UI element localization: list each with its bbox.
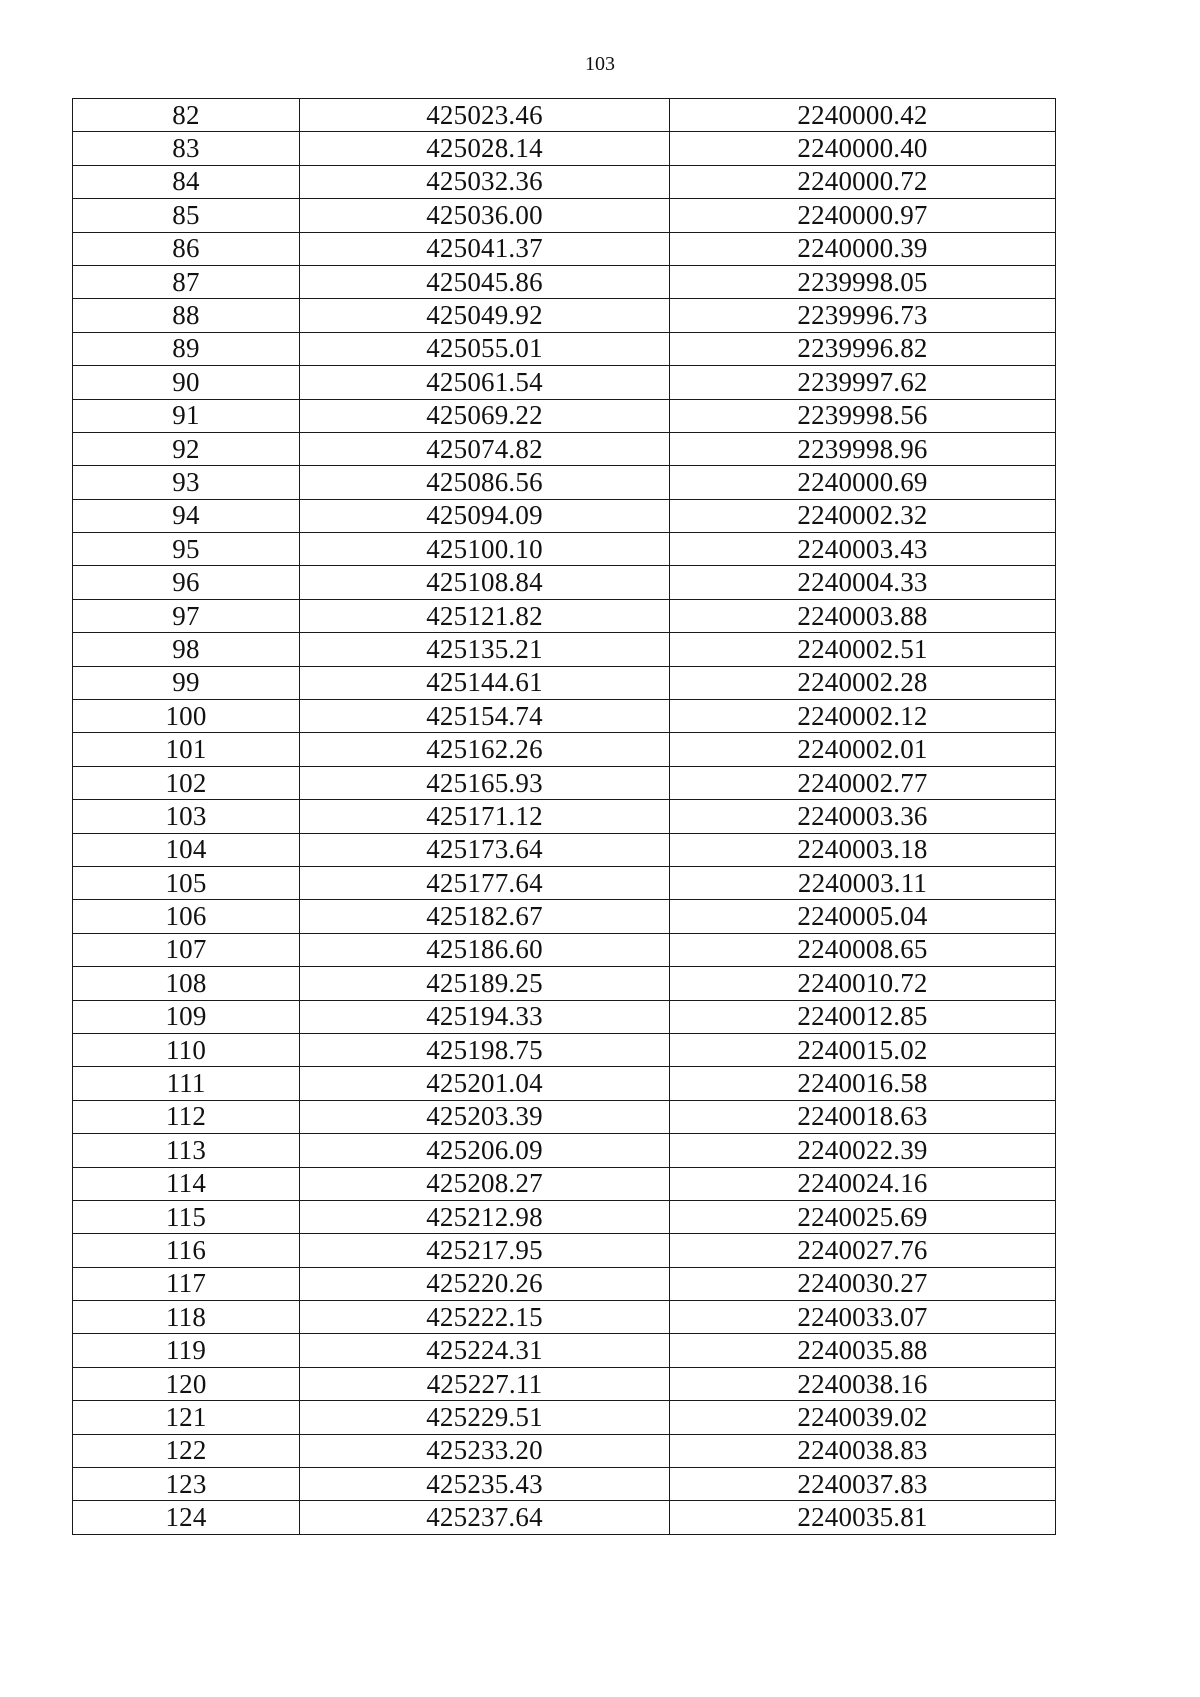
y-coordinate-cell: 2240003.11 [670,866,1056,899]
x-coordinate-cell: 425229.51 [300,1401,670,1434]
point-number-cell: 116 [73,1234,300,1267]
y-coordinate-cell: 2240002.01 [670,733,1056,766]
x-coordinate-cell: 425028.14 [300,132,670,165]
coordinate-table [72,98,1056,1535]
x-coordinate-cell: 425182.67 [300,900,670,933]
point-number-cell: 123 [73,1468,300,1501]
point-number-cell: 119 [73,1334,300,1367]
table-row [73,1200,1056,1233]
table-row [73,366,1056,399]
table-row [73,1434,1056,1467]
point-number-cell: 88 [73,299,300,332]
x-coordinate-cell: 425032.36 [300,165,670,198]
table-row [73,533,1056,566]
x-coordinate-cell: 425061.54 [300,366,670,399]
x-coordinate-cell: 425227.11 [300,1367,670,1400]
table-row [73,265,1056,298]
table-row [73,299,1056,332]
point-number-cell: 114 [73,1167,300,1200]
y-coordinate-cell: 2240000.72 [670,165,1056,198]
x-coordinate-cell: 425144.61 [300,666,670,699]
x-coordinate-cell: 425171.12 [300,800,670,833]
table-row [73,1501,1056,1534]
point-number-cell: 104 [73,833,300,866]
y-coordinate-cell: 2240000.39 [670,232,1056,265]
point-number-cell: 106 [73,900,300,933]
y-coordinate-cell: 2240012.85 [670,1000,1056,1033]
x-coordinate-cell: 425224.31 [300,1334,670,1367]
x-coordinate-cell: 425135.21 [300,633,670,666]
x-coordinate-cell: 425186.60 [300,933,670,966]
point-number-cell: 101 [73,733,300,766]
x-coordinate-cell: 425173.64 [300,833,670,866]
point-number-cell: 94 [73,499,300,532]
table-row [73,766,1056,799]
point-number-cell: 121 [73,1401,300,1434]
table-row [73,967,1056,1000]
y-coordinate-cell: 2240002.28 [670,666,1056,699]
x-coordinate-cell: 425100.10 [300,533,670,566]
table-row [73,432,1056,465]
y-coordinate-cell: 2239996.82 [670,332,1056,365]
y-coordinate-cell: 2240003.18 [670,833,1056,866]
y-coordinate-cell: 2240002.32 [670,499,1056,532]
table-row [73,332,1056,365]
point-number-cell: 108 [73,967,300,1000]
table-row [73,1033,1056,1066]
x-coordinate-cell: 425237.64 [300,1501,670,1534]
x-coordinate-cell: 425049.92 [300,299,670,332]
point-number-cell: 95 [73,533,300,566]
y-coordinate-cell: 2239997.62 [670,366,1056,399]
table-row [73,232,1056,265]
table-row [73,165,1056,198]
x-coordinate-cell: 425194.33 [300,1000,670,1033]
x-coordinate-cell: 425212.98 [300,1200,670,1233]
table-row [73,1468,1056,1501]
table-row [73,1100,1056,1133]
x-coordinate-cell: 425045.86 [300,265,670,298]
table-row [73,1234,1056,1267]
y-coordinate-cell: 2240018.63 [670,1100,1056,1133]
point-number-cell: 92 [73,432,300,465]
table-row [73,1067,1056,1100]
y-coordinate-cell: 2240024.16 [670,1167,1056,1200]
table-row [73,1000,1056,1033]
y-coordinate-cell: 2240004.33 [670,566,1056,599]
y-coordinate-cell: 2240033.07 [670,1301,1056,1334]
table-row [73,1167,1056,1200]
x-coordinate-cell: 425220.26 [300,1267,670,1300]
table-row [73,1267,1056,1300]
point-number-cell: 89 [73,332,300,365]
y-coordinate-cell: 2240016.58 [670,1067,1056,1100]
x-coordinate-cell: 425177.64 [300,866,670,899]
table-row [73,733,1056,766]
x-coordinate-cell: 425162.26 [300,733,670,766]
y-coordinate-cell: 2240000.40 [670,132,1056,165]
point-number-cell: 122 [73,1434,300,1467]
y-coordinate-cell: 2240038.83 [670,1434,1056,1467]
point-number-cell: 90 [73,366,300,399]
table-row [73,800,1056,833]
x-coordinate-cell: 425055.01 [300,332,670,365]
y-coordinate-cell: 2240039.02 [670,1401,1056,1434]
point-number-cell: 107 [73,933,300,966]
table-row [73,700,1056,733]
x-coordinate-cell: 425154.74 [300,700,670,733]
y-coordinate-cell: 2240003.88 [670,599,1056,632]
table-row [73,866,1056,899]
table-row [73,1401,1056,1434]
x-coordinate-cell: 425094.09 [300,499,670,532]
x-coordinate-cell: 425108.84 [300,566,670,599]
point-number-cell: 113 [73,1134,300,1167]
table-row [73,499,1056,532]
y-coordinate-cell: 2239998.56 [670,399,1056,432]
x-coordinate-cell: 425036.00 [300,199,670,232]
x-coordinate-cell: 425206.09 [300,1134,670,1167]
x-coordinate-cell: 425208.27 [300,1167,670,1200]
x-coordinate-cell: 425121.82 [300,599,670,632]
x-coordinate-cell: 425041.37 [300,232,670,265]
table-row [73,633,1056,666]
point-number-cell: 109 [73,1000,300,1033]
table-row [73,199,1056,232]
table-row [73,466,1056,499]
y-coordinate-cell: 2240037.83 [670,1468,1056,1501]
point-number-cell: 102 [73,766,300,799]
x-coordinate-cell: 425023.46 [300,99,670,132]
y-coordinate-cell: 2240000.69 [670,466,1056,499]
y-coordinate-cell: 2240003.43 [670,533,1056,566]
y-coordinate-cell: 2240015.02 [670,1033,1056,1066]
y-coordinate-cell: 2240025.69 [670,1200,1056,1233]
y-coordinate-cell: 2240030.27 [670,1267,1056,1300]
point-number-cell: 112 [73,1100,300,1133]
point-number-cell: 120 [73,1367,300,1400]
y-coordinate-cell: 2240000.97 [670,199,1056,232]
x-coordinate-cell: 425069.22 [300,399,670,432]
x-coordinate-cell: 425198.75 [300,1033,670,1066]
table-row [73,833,1056,866]
x-coordinate-cell: 425235.43 [300,1468,670,1501]
point-number-cell: 86 [73,232,300,265]
table-body [73,99,1056,1535]
table-row [73,1334,1056,1367]
x-coordinate-cell: 425165.93 [300,766,670,799]
point-number-cell: 118 [73,1301,300,1334]
point-number-cell: 100 [73,700,300,733]
point-number-cell: 99 [73,666,300,699]
y-coordinate-cell: 2240000.42 [670,99,1056,132]
point-number-cell: 110 [73,1033,300,1066]
point-number-cell: 124 [73,1501,300,1534]
x-coordinate-cell: 425086.56 [300,466,670,499]
point-number-cell: 111 [73,1067,300,1100]
point-number-cell: 87 [73,265,300,298]
y-coordinate-cell: 2240002.12 [670,700,1056,733]
y-coordinate-cell: 2240035.88 [670,1334,1056,1367]
point-number-cell: 82 [73,99,300,132]
x-coordinate-cell: 425217.95 [300,1234,670,1267]
y-coordinate-cell: 2240002.51 [670,633,1056,666]
point-number-cell: 103 [73,800,300,833]
y-coordinate-cell: 2239998.96 [670,432,1056,465]
x-coordinate-cell: 425233.20 [300,1434,670,1467]
point-number-cell: 105 [73,866,300,899]
point-number-cell: 84 [73,165,300,198]
table-row [73,99,1056,132]
x-coordinate-cell: 425074.82 [300,432,670,465]
x-coordinate-cell: 425189.25 [300,967,670,1000]
table-row [73,1301,1056,1334]
table-row [73,666,1056,699]
y-coordinate-cell: 2240003.36 [670,800,1056,833]
table-row [73,1367,1056,1400]
x-coordinate-cell: 425222.15 [300,1301,670,1334]
point-number-cell: 98 [73,633,300,666]
table-row [73,566,1056,599]
y-coordinate-cell: 2240008.65 [670,933,1056,966]
table-row [73,399,1056,432]
y-coordinate-cell: 2240035.81 [670,1501,1056,1534]
point-number-cell: 117 [73,1267,300,1300]
point-number-cell: 93 [73,466,300,499]
table-row [73,933,1056,966]
table-row [73,132,1056,165]
x-coordinate-cell: 425203.39 [300,1100,670,1133]
x-coordinate-cell: 425201.04 [300,1067,670,1100]
y-coordinate-cell: 2240005.04 [670,900,1056,933]
y-coordinate-cell: 2240027.76 [670,1234,1056,1267]
y-coordinate-cell: 2240022.39 [670,1134,1056,1167]
point-number-cell: 83 [73,132,300,165]
y-coordinate-cell: 2240038.16 [670,1367,1056,1400]
point-number-cell: 96 [73,566,300,599]
table-row [73,1134,1056,1167]
point-number-cell: 85 [73,199,300,232]
point-number-cell: 115 [73,1200,300,1233]
point-number-cell: 97 [73,599,300,632]
table-row [73,900,1056,933]
y-coordinate-cell: 2240010.72 [670,967,1056,1000]
y-coordinate-cell: 2239996.73 [670,299,1056,332]
page-number: 103 [585,53,615,75]
y-coordinate-cell: 2239998.05 [670,265,1056,298]
point-number-cell: 91 [73,399,300,432]
y-coordinate-cell: 2240002.77 [670,766,1056,799]
table-row [73,599,1056,632]
